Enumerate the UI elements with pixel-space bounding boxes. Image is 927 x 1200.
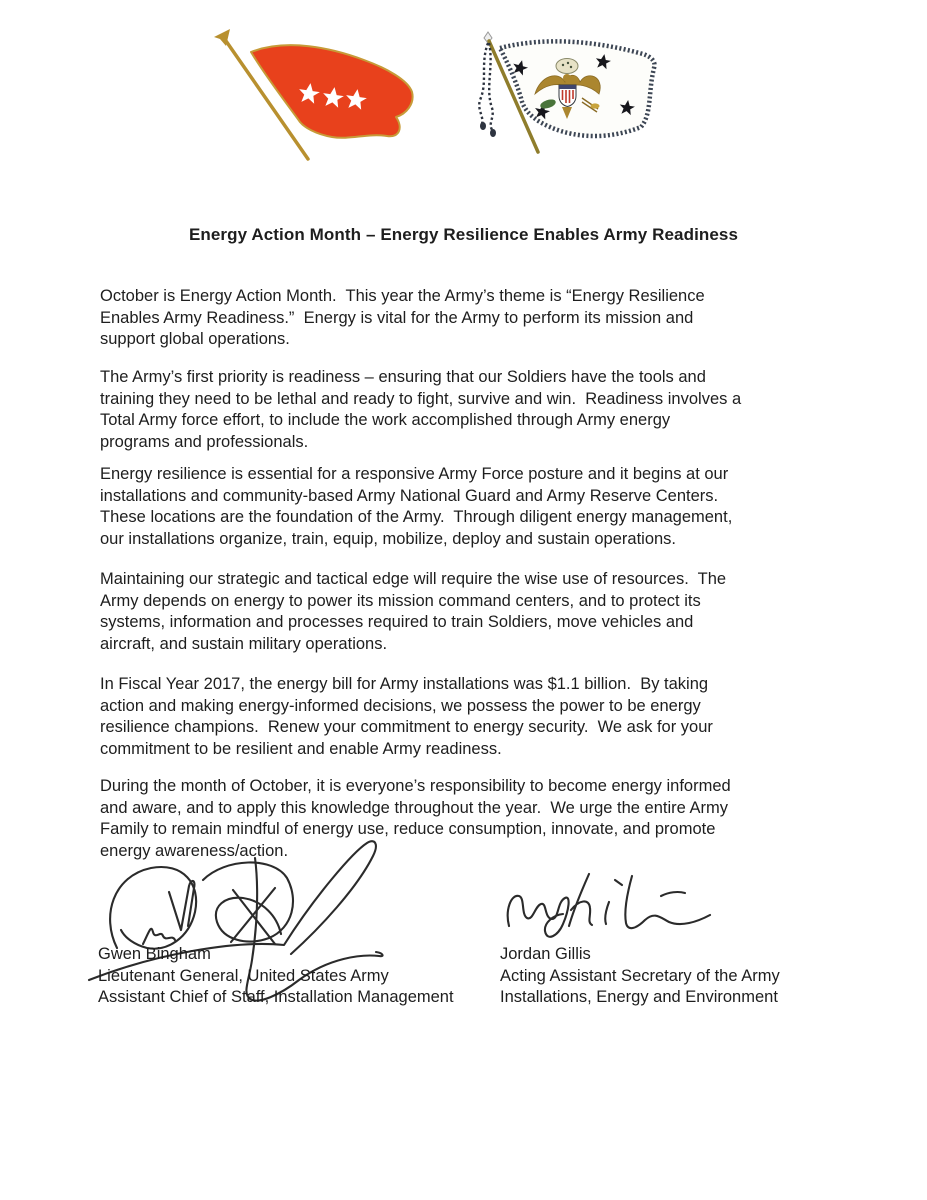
- text-line: our installations organize, train, equip, mobilize, deploy and sustain operations.: [100, 530, 677, 549]
- signer-title: Lieutenant General, United States Army: [98, 966, 389, 985]
- paragraph-6: [100, 776, 860, 863]
- signer-title: Acting Assistant Secretary of the Army: [500, 966, 780, 985]
- tassel-icon: [480, 122, 486, 130]
- paragraph-4: [100, 569, 860, 656]
- text-line: and aware, and to apply this knowledge throughout the year. We urge the entire Army: [100, 798, 728, 817]
- text-line: During the month of October, it is everyone’s responsibility to become energy informed: [100, 777, 731, 795]
- letter-title: Energy Action Month – Energy Resilience Enables Army Readiness: [188, 225, 739, 244]
- text-line: October is Energy Action Month. This year the Army’s theme is “Energy Resilience: [100, 287, 705, 305]
- text-line: Maintaining our strategic and tactical edge will require the wise use of resources. The: [100, 570, 727, 588]
- text-line: aircraft, and sustain military operations.: [100, 635, 388, 654]
- text-line: systems, information and processes required to train Soldiers, move vehicles and: [100, 613, 694, 632]
- signature-block-left: [98, 944, 454, 1009]
- text-line: support global operations.: [100, 330, 290, 349]
- text-line: Army depends on energy to power its mission command centers, and to protect its: [100, 591, 701, 610]
- paragraph-5: [100, 674, 860, 761]
- paragraph-1: [100, 286, 860, 351]
- signer-name: Jordan Gillis: [500, 945, 591, 963]
- text-line: commitment to be resilient and enable Army readiness.: [100, 740, 502, 759]
- text-line: Family to remain mindful of energy use, reduce consumption, innovate, and promote: [100, 820, 716, 839]
- text-line: programs and professionals.: [100, 433, 309, 452]
- cord-tassel-icon: [479, 43, 488, 124]
- assistant-secretary-eagle-flag-icon: [478, 30, 666, 162]
- signer-title: Assistant Chief of Staff, Installation Management: [98, 988, 454, 1007]
- paragraph-2: [100, 367, 860, 454]
- text-line: The Army’s first priority is readiness – ensuring that our Soldiers have the tools and: [100, 368, 706, 386]
- signer-title: Installations, Energy and Environment: [500, 988, 778, 1007]
- three-star-general-flag-icon: [212, 28, 424, 170]
- text-line: In Fiscal Year 2017, the energy bill for Army installations was $1.1 billion. By taking: [100, 675, 709, 693]
- text-line: resilience champions. Renew your commitment to energy security. We ask for your: [100, 718, 713, 737]
- signer-name: Gwen Bingham: [98, 945, 211, 963]
- signature-block-right: [500, 944, 780, 1009]
- text-line: installations and community-based Army National Guard and Army Reserve Centers.: [100, 486, 719, 505]
- text-line: training they need to be lethal and ready to fight, survive and win. Readiness involves a: [100, 389, 742, 408]
- cord-tassel-icon: [489, 43, 493, 131]
- text-line: Enables Army Readiness.” Energy is vital for the Army to perform its mission and: [100, 308, 694, 327]
- tassel-icon: [490, 129, 496, 137]
- jordan-gillis-signature: [497, 868, 727, 948]
- text-line: These locations are the foundation of the Army. Through diligent energy management,: [100, 508, 733, 527]
- red-flag-cloth: [251, 45, 413, 138]
- text-line: Energy resilience is essential for a responsive Army Force posture and it begins at our: [100, 465, 729, 483]
- text-line: action and making energy-informed decisions, we possess the power to be energy: [100, 696, 701, 715]
- text-line: energy awareness/action.: [100, 842, 289, 861]
- text-line: Total Army force effort, to include the work accomplished through Army energy: [100, 411, 671, 430]
- paragraph-3: [100, 464, 860, 551]
